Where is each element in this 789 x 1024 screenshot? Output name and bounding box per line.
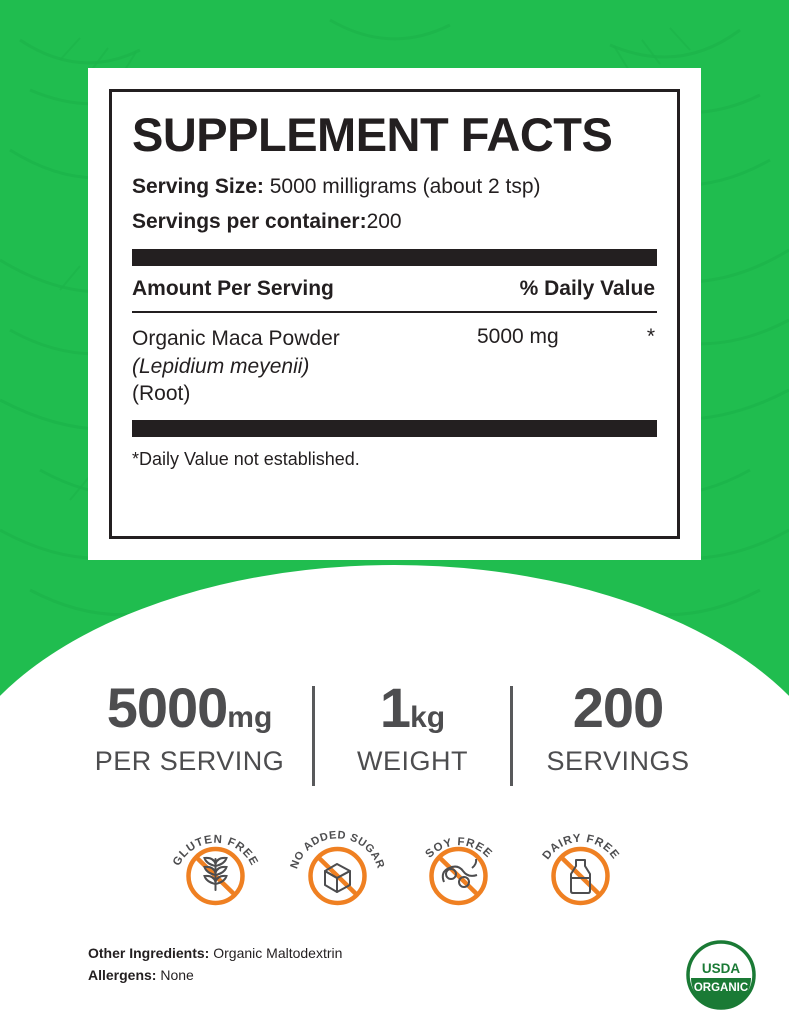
svg-text:SOY FREE: SOY FREE [423,836,495,861]
header-rule-top [132,249,657,266]
amount-per-serving-header: Amount Per Serving [132,276,334,300]
svg-text:GLUTEN FREE: GLUTEN FREE [170,833,261,869]
badge-dairy-free [528,810,633,915]
stat-weight-label: WEIGHT [357,746,468,776]
stat-weight [315,676,510,777]
supplement-facts-panel [88,68,701,560]
allergens-line [88,965,342,987]
stat-per-serving [67,676,312,777]
stat-servings-label: SERVINGS [546,746,690,776]
svg-text:NO ADDED SUGAR: NO ADDED SUGAR [288,829,387,871]
lower-section [0,655,789,1024]
footer-ingredients [88,943,342,986]
serving-size-line [132,173,657,200]
stat-per-serving-value: 5000 [106,676,228,739]
sugar-cube-icon [325,864,350,892]
other-ingredients-line [88,943,342,965]
stat-per-serving-unit: mg [227,701,273,734]
serving-size-value: 5000 milligrams (about 2 tsp) [269,175,541,199]
badge-gluten-free [163,810,268,915]
stat-servings-value: 200 [572,676,664,739]
usda-organic-seal [686,940,756,1010]
stat-servings [513,676,723,777]
supplement-facts-border [109,89,680,539]
allergens-label: Allergens: [88,966,157,983]
servings-per-container-value: 200 [366,209,402,233]
badge-soy-free [406,810,511,915]
ingredient-amount: 5000 mg [477,324,559,348]
badge-no-added-sugar [285,810,390,915]
stat-weight-value: 1 [379,676,411,739]
stat-weight-unit: kg [410,701,446,734]
footer-rule-bottom [132,420,657,437]
servings-per-container-label: Servings per container: [132,209,367,233]
ingredient-name: Organic Maca Powder [132,326,340,350]
servings-per-container-line [132,208,657,235]
daily-value-header: % Daily Value [519,276,655,300]
table-row [132,313,657,420]
supplement-facts-title: SUPPLEMENT FACTS [132,108,613,161]
usda-text: USDA [701,961,741,976]
other-ingredients-value: Organic Maltodextrin [213,945,343,961]
ingredient-plant-part: (Root) [132,382,191,406]
other-ingredients-label: Other Ingredients: [88,945,210,961]
svg-text:DAIRY FREE: DAIRY FREE [540,832,622,862]
stat-per-serving-label: PER SERVING [94,746,285,776]
ingredient-daily-value: * [646,324,655,348]
free-from-badges [163,810,633,915]
stats-row [60,676,730,786]
prohibition-slash [561,857,600,895]
table-header-row [132,266,657,313]
daily-value-footnote: *Daily Value not established. [132,449,360,470]
allergens-value: None [160,966,194,983]
organic-text: ORGANIC [693,982,749,994]
serving-size-label: Serving Size: [132,175,264,199]
ingredient-latin-name: (Lepidium meyenii) [132,354,310,378]
